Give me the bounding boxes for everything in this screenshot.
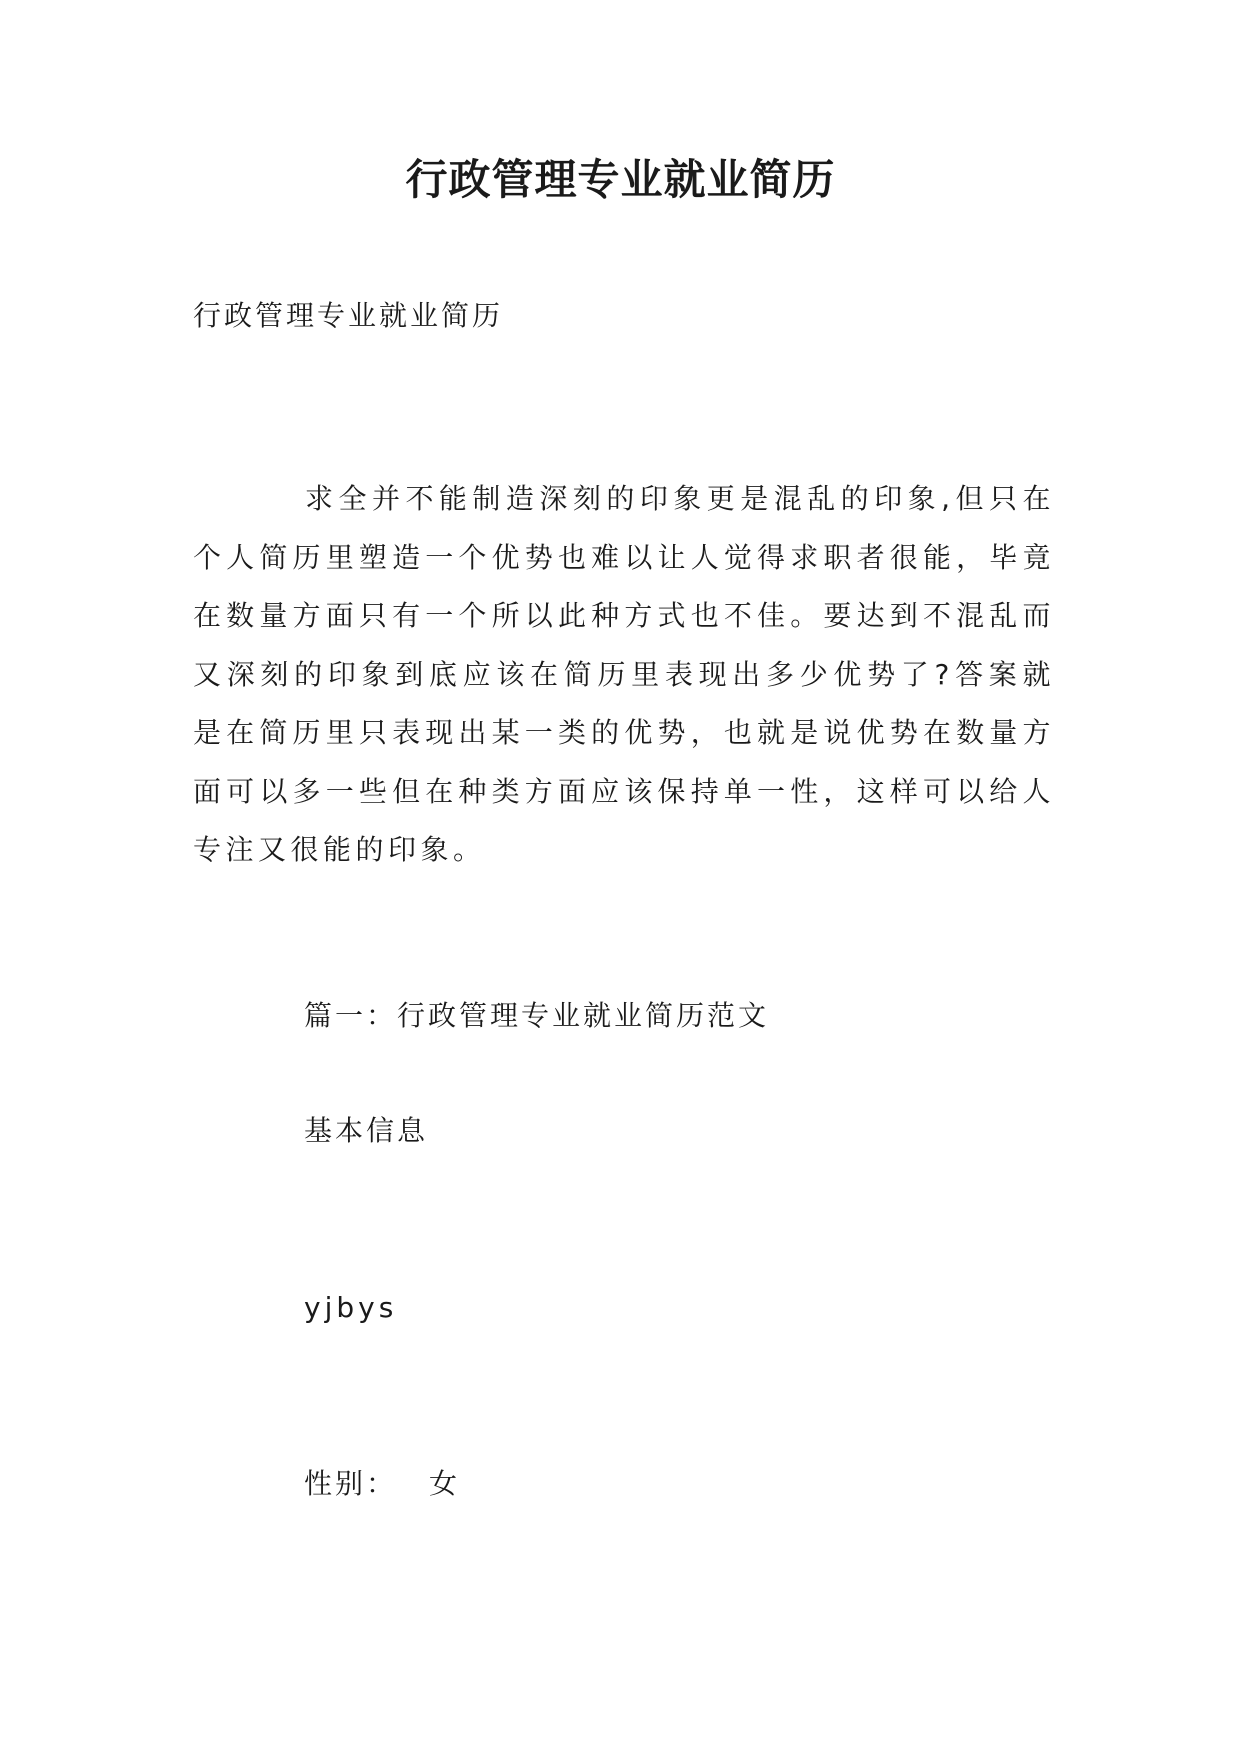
gender-value: 女 (429, 1467, 461, 1500)
name-value: yjbys (304, 1291, 398, 1324)
document-subtitle: 行政管理专业就业简历 (193, 299, 504, 332)
section-heading: 篇一：行政管理专业就业简历范文 (304, 999, 770, 1032)
intro-paragraph: 求全并不能制造深刻的印象更是混乱的印象,但只在个人简历里塑造一个优势也难以让人觉得求职者很能，毕竟在数量方面只有一个所以此种方式也不佳。要达到不混乱而又深刻的印象到底应该在简历里表现出多少优势了?答案就是在简历里只表现出某一类的优势，也就是说优势在数量方面可以多一些但在种类方面应该保持单一性，这样可以给人专注又很能的印象。 (193, 482, 1055, 866)
gender-label: 性别： (304, 1467, 398, 1500)
document-title: 行政管理专业就业简历 (405, 155, 836, 204)
basic-info-heading: 基本信息 (304, 1114, 429, 1147)
gender-line (304, 1464, 460, 1504)
